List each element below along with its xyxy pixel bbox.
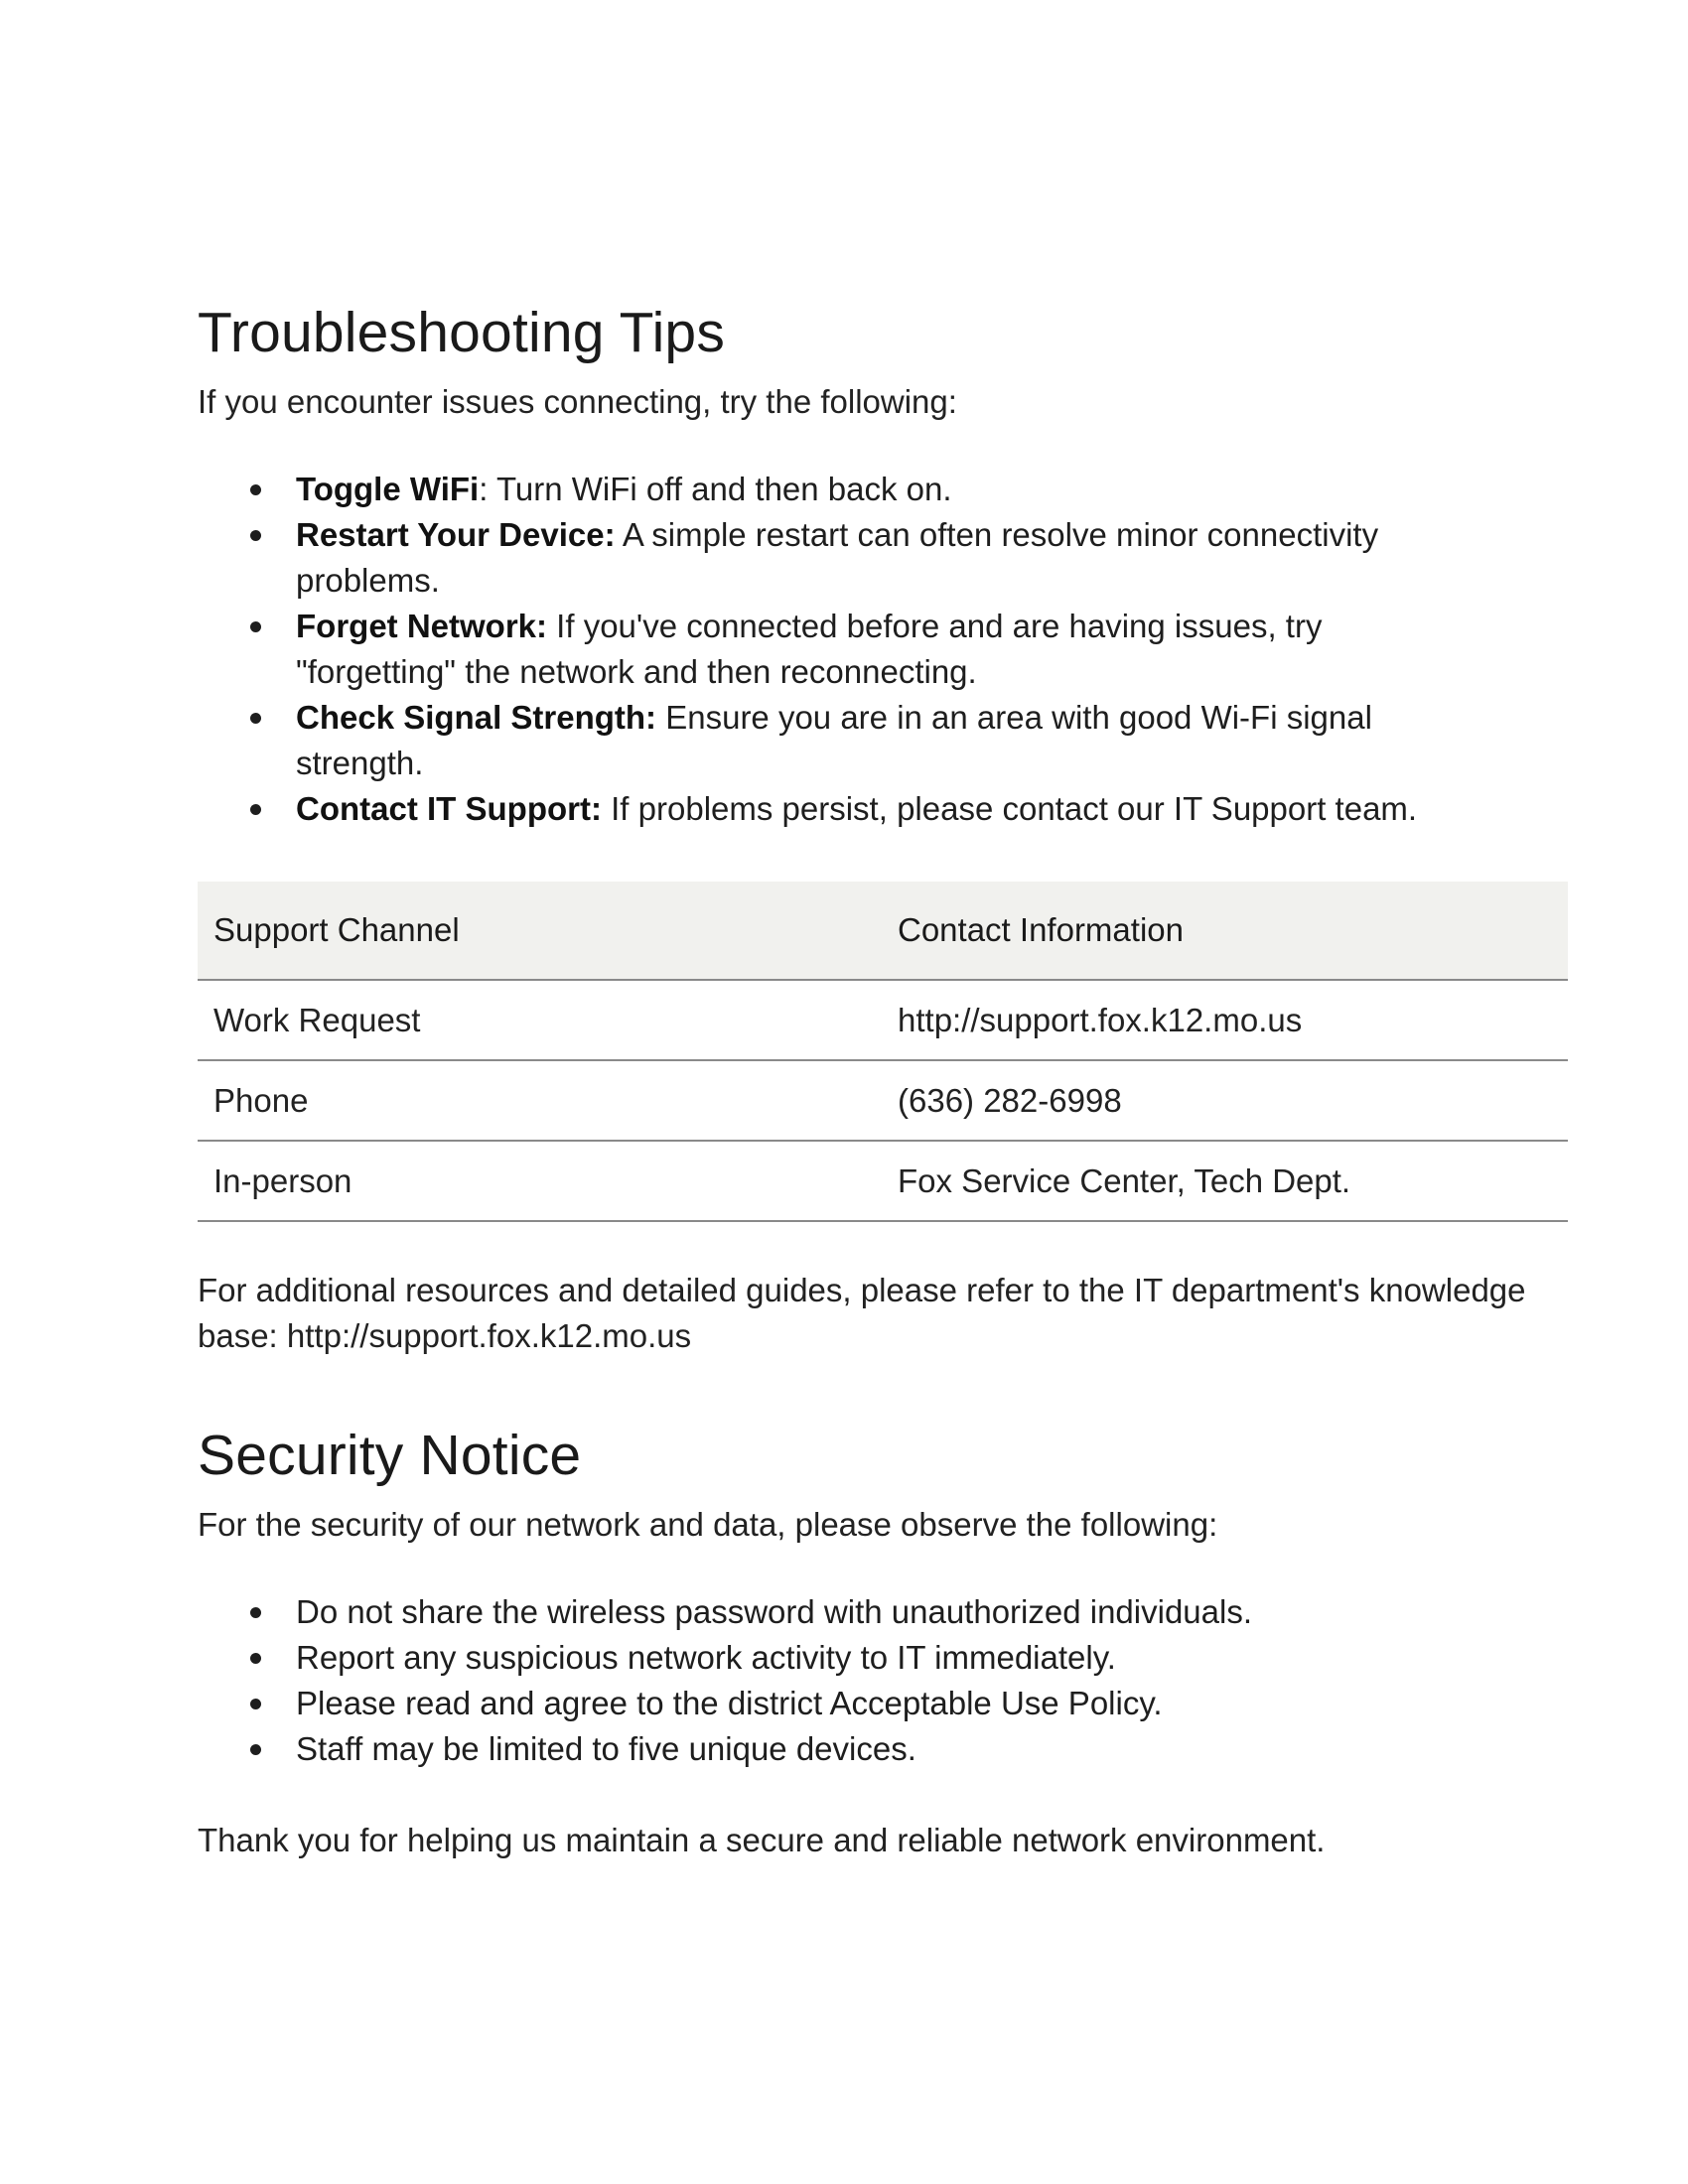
troubleshooting-tips-list — [198, 467, 1568, 832]
list-item — [198, 695, 1568, 786]
support-channel-cell: In-person — [198, 1141, 882, 1221]
contact-info-cell: Fox Service Center, Tech Dept. — [882, 1141, 1568, 1221]
bullet-icon — [250, 530, 261, 541]
bullet-icon — [250, 1699, 261, 1709]
bullet-icon — [250, 484, 261, 495]
bullet-icon — [250, 1607, 261, 1618]
tip-label: Forget Network: — [296, 608, 548, 644]
bullet-icon — [250, 1744, 261, 1755]
tip-text: : Turn WiFi off and then back on. — [479, 471, 952, 507]
tip-text: A simple restart can often resolve minor connectivity problems. — [296, 516, 1379, 599]
security-heading: Security Notice — [198, 1424, 582, 1487]
resources-paragraph: For additional resources and detailed guides, please refer to the IT department's knowledge base: http://support.fox.k12.mo.us — [198, 1272, 1526, 1354]
contact-info-cell: (636) 282-6998 — [882, 1060, 1568, 1141]
support-table — [198, 882, 1568, 1222]
list-item — [198, 604, 1568, 695]
table-row — [198, 1060, 1568, 1141]
thanks-paragraph: Thank you for helping us maintain a secure and reliable network environment. — [198, 1822, 1326, 1858]
contact-info-cell: http://support.fox.k12.mo.us — [882, 980, 1568, 1060]
tip-label: Check Signal Strength: — [296, 699, 657, 736]
security-item-text: Report any suspicious network activity to IT immediately. — [296, 1639, 1116, 1676]
security-item-text: Please read and agree to the district Acceptable Use Policy. — [296, 1685, 1163, 1721]
tip-label: Contact IT Support: — [296, 790, 602, 827]
tip-text: If problems persist, please contact our IT Support team. — [601, 790, 1418, 827]
troubleshooting-heading: Troubleshooting Tips — [198, 301, 726, 364]
bullet-icon — [250, 621, 261, 632]
list-item — [198, 1589, 1568, 1635]
support-channel-cell: Phone — [198, 1060, 882, 1141]
table-row — [198, 1141, 1568, 1221]
bullet-icon — [250, 1653, 261, 1664]
security-item-text: Do not share the wireless password with unauthorized individuals. — [296, 1593, 1253, 1630]
column-header-contact-information: Contact Information — [882, 882, 1568, 980]
column-header-support-channel: Support Channel — [198, 882, 882, 980]
list-item — [198, 1681, 1568, 1726]
document-page — [198, 298, 1568, 1863]
tip-label: Restart Your Device: — [296, 516, 616, 553]
security-intro: For the security of our network and data, please observe the following: — [198, 1506, 1218, 1543]
tip-text: If you've connected before and are having issues, try "forgetting" the network and then reconnecting. — [296, 608, 1323, 690]
tip-label: Toggle WiFi — [296, 471, 480, 507]
table-header-row — [198, 882, 1568, 980]
security-item-text: Staff may be limited to five unique devices. — [296, 1730, 916, 1767]
list-item — [198, 1726, 1568, 1772]
bullet-icon — [250, 713, 261, 724]
support-channel-cell: Work Request — [198, 980, 882, 1060]
security-list — [198, 1589, 1568, 1772]
bullet-icon — [250, 804, 261, 815]
list-item — [198, 467, 1568, 512]
tip-text: Ensure you are in an area with good Wi-Fi signal strength. — [296, 699, 1372, 781]
list-item — [198, 512, 1568, 604]
list-item — [198, 786, 1568, 832]
troubleshooting-intro: If you encounter issues connecting, try the following: — [198, 383, 957, 420]
table-row — [198, 980, 1568, 1060]
list-item — [198, 1635, 1568, 1681]
